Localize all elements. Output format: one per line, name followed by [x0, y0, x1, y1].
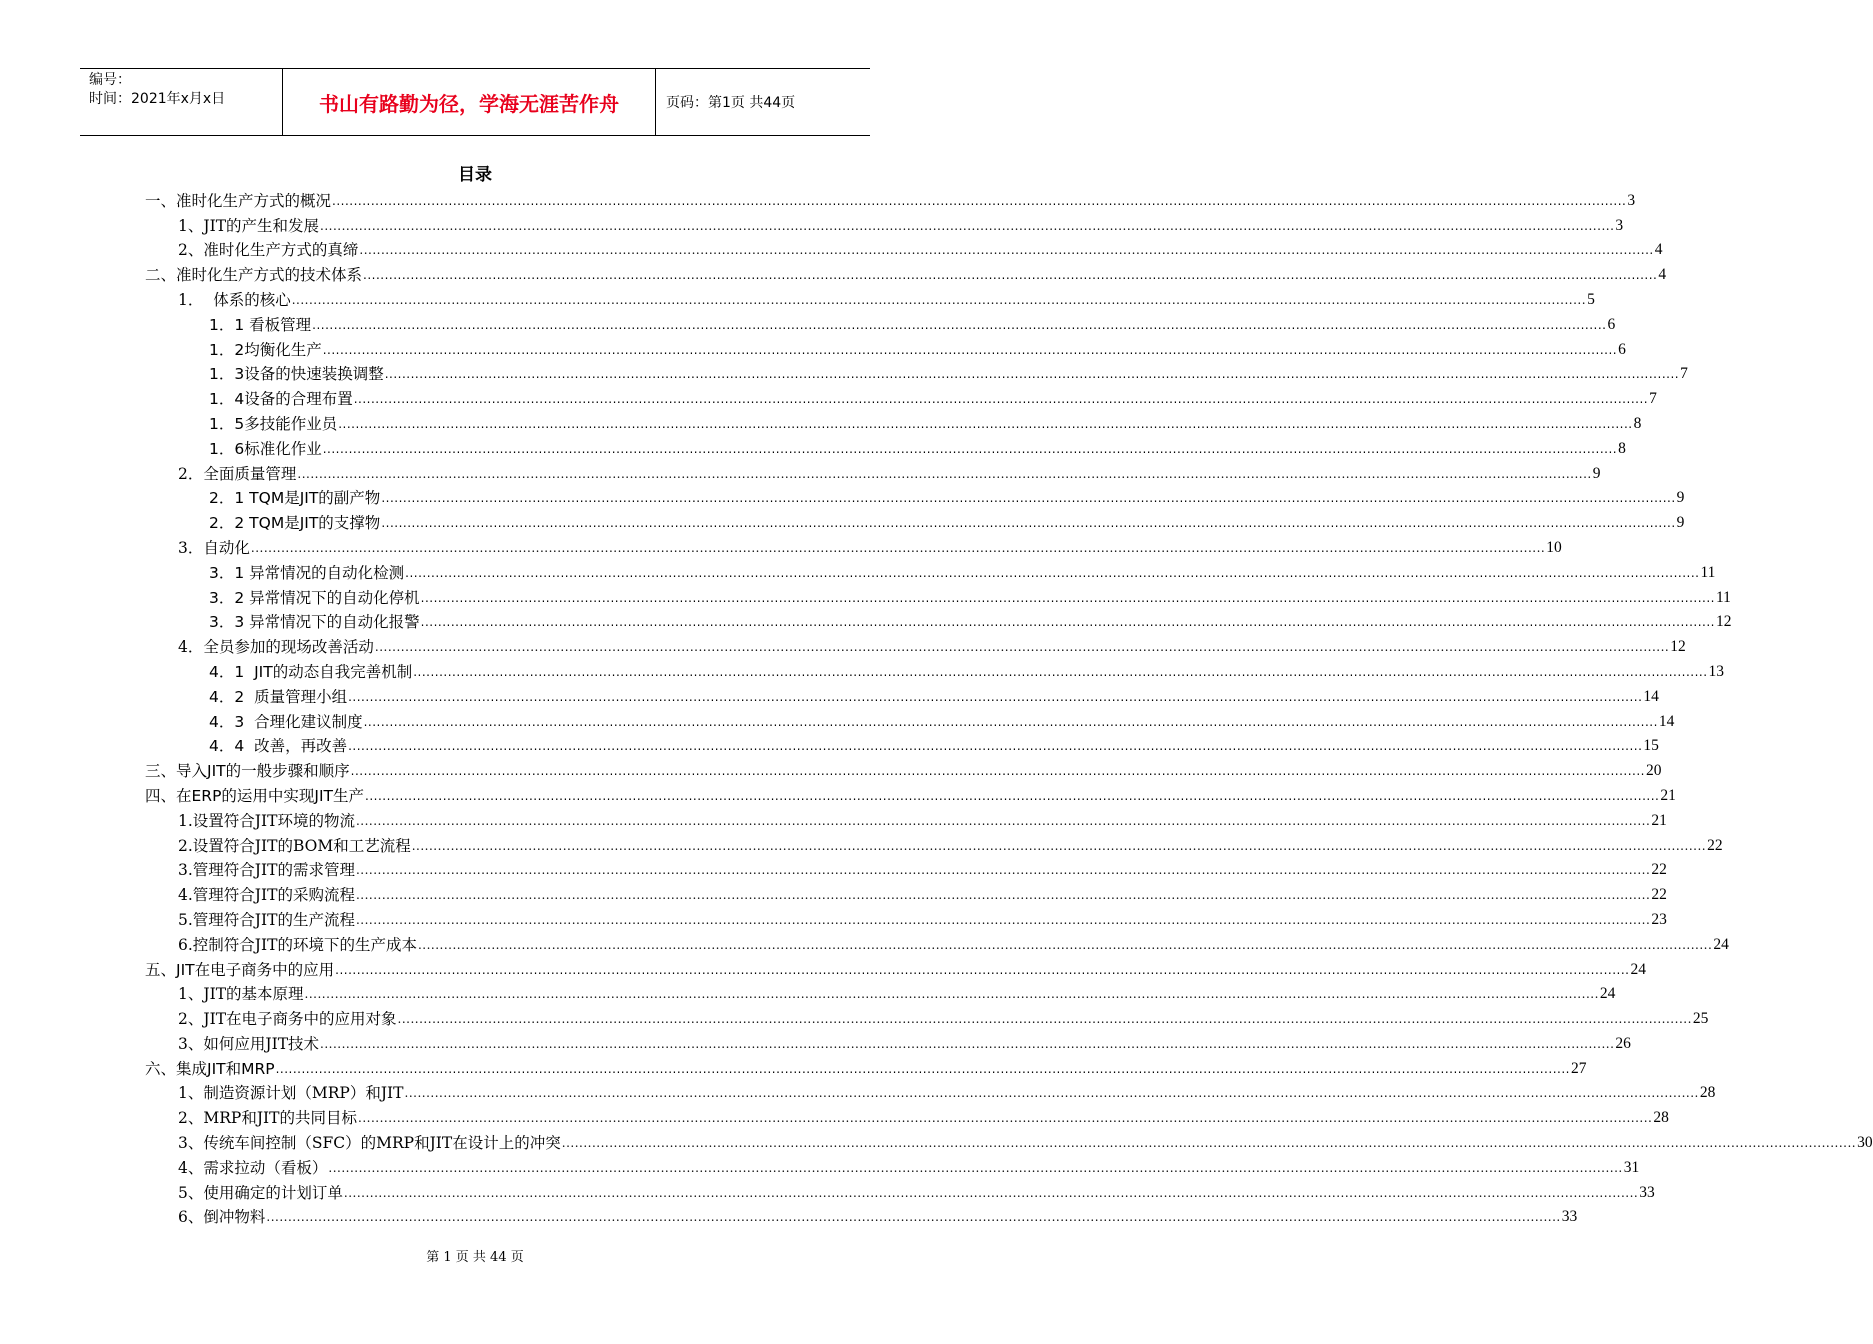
toc-entry-label: 1、制造资源计划（MRP）和JIT: [178, 1084, 404, 1103]
toc-leader-dots: ............................................................................................................................................................................................................................................................................................................: [561, 1136, 1857, 1151]
toc-entry-page: 4: [1654, 241, 1663, 259]
toc-entry[interactable]: [145, 508, 1685, 533]
toc-entry-page: 20: [1645, 762, 1662, 780]
header-meta: [80, 69, 283, 135]
header-page-info: 页码：第1页 共44页: [666, 95, 796, 111]
toc-entry[interactable]: [145, 1203, 1578, 1228]
toc-entry-label: 2、MRP和JIT的共同目标: [178, 1109, 358, 1128]
toc-entry-page: 21: [1660, 786, 1676, 804]
toc-entry-page: 13: [1708, 662, 1725, 680]
toc-entry-label: 1、JIT的产生和发展: [178, 216, 320, 235]
toc-leader-dots: ............................................................................................................................................................................................................................................................................................................: [420, 590, 1715, 605]
toc-entry-label: 3．3 异常情况下的自动化报警: [209, 613, 420, 632]
toc-entry[interactable]: [145, 409, 1642, 434]
toc-entry[interactable]: [145, 1178, 1655, 1203]
toc-leader-dots: ............................................................................................................................................................................................................................................................................................................: [355, 888, 1651, 903]
toc-entry[interactable]: [145, 1153, 1640, 1178]
toc-entry-label: 1.设置符合JIT环境的物流: [178, 811, 355, 830]
toc-entry-label: 5、使用确定的计划订单: [178, 1183, 343, 1202]
toc-leader-dots: ............................................................................................................................................................................................................................................................................................................: [405, 565, 1700, 580]
toc-leader-dots: ............................................................................................................................................................................................................................................................................................................: [320, 1036, 1615, 1051]
toc-entry[interactable]: [145, 632, 1686, 657]
toc-entry[interactable]: [145, 1103, 1669, 1128]
toc-entry-page: 3: [1615, 216, 1624, 234]
toc-leader-dots: ............................................................................................................................................................................................................................................................................................................: [363, 714, 1658, 729]
toc-leader-dots: ............................................................................................................................................................................................................................................................................................................: [353, 392, 1649, 407]
toc-entry[interactable]: [145, 806, 1667, 831]
toc-entry-page: 4: [1658, 266, 1667, 284]
toc-leader-dots: ............................................................................................................................................................................................................................................................................................................: [355, 912, 1651, 927]
toc-entry-label: 一、准时化生产方式的概况: [145, 191, 332, 210]
toc-entry-page: 21: [1651, 811, 1667, 829]
toc-entry-page: 25: [1692, 1010, 1709, 1028]
toc-entry-label: 1、JIT的基本原理: [178, 985, 304, 1004]
toc-entry-page: 6: [1607, 315, 1616, 333]
toc-entry-page: 28: [1699, 1084, 1716, 1102]
toc-entry[interactable]: [145, 1004, 1709, 1029]
toc-entry[interactable]: [145, 781, 1676, 806]
toc-entry[interactable]: [145, 533, 1562, 558]
toc-entry[interactable]: [145, 236, 1663, 261]
toc-entry[interactable]: [145, 211, 1624, 236]
toc-leader-dots: ............................................................................................................................................................................................................................................................................................................: [397, 1012, 1692, 1027]
toc-entry-label: 3.管理符合JIT的需求管理: [178, 861, 355, 880]
toc-entry[interactable]: [145, 955, 1646, 980]
toc-entry[interactable]: [145, 310, 1616, 335]
toc-entry-page: 7: [1680, 365, 1688, 383]
toc-entry-page: 3: [1627, 191, 1636, 209]
toc-leader-dots: ............................................................................................................................................................................................................................................................................................................: [404, 1086, 1699, 1101]
toc-entry[interactable]: [145, 831, 1723, 856]
toc-leader-dots: ............................................................................................................................................................................................................................................................................................................: [312, 317, 1607, 332]
toc-leader-dots: ............................................................................................................................................................................................................................................................................................................: [355, 863, 1651, 878]
toc-entry-label: 4．1 JIT的动态自我完善机制: [209, 662, 413, 681]
toc-leader-dots: ............................................................................................................................................................................................................................................................................................................: [275, 1061, 1570, 1076]
toc-entry[interactable]: [145, 905, 1667, 930]
toc-entry[interactable]: [145, 930, 1729, 955]
toc-entry-label: 3．1 异常情况的自动化检测: [209, 563, 405, 582]
toc-entry[interactable]: [145, 434, 1626, 459]
toc-leader-dots: ............................................................................................................................................................................................................................................................................................................: [291, 292, 1587, 307]
toc-entry[interactable]: [145, 608, 1732, 633]
toc-entry[interactable]: [145, 756, 1662, 781]
toc-entry-page: 14: [1658, 712, 1675, 730]
toc-entry-page: 6: [1618, 340, 1626, 358]
toc-entry-label: 4．全员参加的现场改善活动: [178, 638, 374, 657]
toc-leader-dots: ............................................................................................................................................................................................................................................................................................................: [332, 193, 1627, 208]
toc-leader-dots: ............................................................................................................................................................................................................................................................................................................: [348, 739, 1643, 754]
toc-entry[interactable]: [145, 459, 1601, 484]
toc-entry[interactable]: [145, 583, 1731, 608]
toc-entry[interactable]: [145, 707, 1675, 732]
toc-leader-dots: ............................................................................................................................................................................................................................................................................................................: [304, 987, 1599, 1002]
toc-entry-label: 三、导入JIT的一般步骤和顺序: [145, 762, 350, 781]
toc-entry[interactable]: [145, 384, 1657, 409]
toc-leader-dots: ............................................................................................................................................................................................................................................................................................................: [363, 268, 1658, 283]
toc-entry-page: 23: [1651, 910, 1667, 928]
toc-entry-label: 六、集成JIT和MRP: [145, 1059, 275, 1078]
toc-entry-label: 1．2均衡化生产: [209, 340, 322, 359]
toc-entry-label: 1． 体系的核心: [178, 290, 291, 309]
toc-entry-page: 11: [1716, 588, 1731, 606]
toc-entry-page: 27: [1570, 1059, 1587, 1077]
toc-entry[interactable]: [145, 558, 1716, 583]
toc-entry-label: 二、准时化生产方式的技术体系: [145, 266, 363, 285]
toc-leader-dots: ............................................................................................................................................................................................................................................................................................................: [322, 342, 1618, 357]
toc-leader-dots: ............................................................................................................................................................................................................................................................................................................: [322, 441, 1618, 456]
toc-entry[interactable]: [145, 880, 1667, 905]
toc-entry-label: 3．自动化: [178, 538, 250, 557]
toc-entry[interactable]: [145, 186, 1636, 211]
toc-entry[interactable]: [145, 657, 1725, 682]
toc-entry-page: 12: [1670, 638, 1686, 656]
toc-leader-dots: ............................................................................................................................................................................................................................................................................................................: [384, 367, 1680, 382]
toc-entry-page: 22: [1707, 836, 1723, 854]
toc-entry-page: 33: [1561, 1208, 1578, 1226]
toc-entry[interactable]: [145, 335, 1626, 360]
toc-entry-page: 11: [1700, 563, 1716, 581]
toc-leader-dots: ............................................................................................................................................................................................................................................................................................................: [250, 540, 1546, 555]
toc-entry-label: 5.管理符合JIT的生产流程: [178, 910, 355, 929]
toc-leader-dots: ............................................................................................................................................................................................................................................................................................................: [381, 516, 1676, 531]
toc-leader-dots: ............................................................................................................................................................................................................................................................................................................: [328, 1160, 1623, 1175]
toc-entry-page: 9: [1592, 464, 1601, 482]
toc-entry[interactable]: [145, 1029, 1631, 1054]
toc-entry-label: 2．1 TQM是JIT的副产物: [209, 489, 381, 508]
toc-entry[interactable]: [145, 1128, 1873, 1153]
toc-entry-label: 五、JIT在电子商务中的应用: [145, 960, 335, 979]
toc-entry-page: 33: [1639, 1183, 1655, 1201]
toc-entry-page: 28: [1653, 1109, 1669, 1127]
toc-leader-dots: ............................................................................................................................................................................................................................................................................................................: [348, 689, 1643, 704]
toc-entry-label: 2．2 TQM是JIT的支撑物: [209, 514, 381, 533]
toc-entry-label: 4.管理符合JIT的采购流程: [178, 886, 355, 905]
toc-leader-dots: ............................................................................................................................................................................................................................................................................................................: [350, 764, 1645, 779]
toc-leader-dots: ............................................................................................................................................................................................................................................................................................................: [411, 838, 1707, 853]
toc-leader-dots: ............................................................................................................................................................................................................................................................................................................: [338, 416, 1633, 431]
toc-entry-page: 7: [1649, 390, 1657, 408]
toc-title: 目录: [458, 165, 492, 185]
toc-entry-page: 31: [1623, 1158, 1640, 1176]
toc-entry-page: 26: [1615, 1034, 1631, 1052]
toc-entry-page: 14: [1643, 687, 1659, 705]
toc-entry-page: 9: [1676, 514, 1685, 532]
toc-entry-label: 3、传统车间控制（SFC）的MRP和JIT在设计上的冲突: [178, 1134, 561, 1153]
toc-entry-page: 22: [1651, 861, 1667, 879]
toc-entry[interactable]: [145, 285, 1595, 310]
toc-entry-label: 2、准时化生产方式的真缔: [178, 241, 359, 260]
toc-leader-dots: ............................................................................................................................................................................................................................................................................................................: [358, 1111, 1653, 1126]
toc-entry[interactable]: [145, 856, 1667, 881]
toc-leader-dots: ............................................................................................................................................................................................................................................................................................................: [381, 491, 1676, 506]
toc-entry-label: 四、在ERP的运用中实现JIT生产: [145, 786, 365, 805]
document-number-label: 编号：: [89, 72, 131, 88]
toc-leader-dots: ............................................................................................................................................................................................................................................................................................................: [335, 962, 1630, 977]
header-motto: 书山有路勤为径，学海无涯苦作舟: [283, 69, 656, 135]
toc-entry[interactable]: [145, 980, 1616, 1005]
toc-entry[interactable]: [145, 484, 1685, 509]
toc-leader-dots: ............................................................................................................................................................................................................................................................................................................: [343, 1185, 1639, 1200]
toc-entry-page: 9: [1676, 489, 1685, 507]
table-of-contents: [145, 186, 1873, 1227]
toc-leader-dots: ............................................................................................................................................................................................................................................................................................................: [374, 640, 1670, 655]
document-date: 时间：2021年x月x日: [89, 91, 226, 107]
toc-entry-label: 4、需求拉动（看板）: [178, 1158, 328, 1177]
toc-entry-label: 4．3 合理化建议制度: [209, 712, 363, 731]
toc-entry-page: 24: [1630, 960, 1646, 978]
toc-entry[interactable]: [145, 732, 1659, 757]
toc-entry[interactable]: [145, 1079, 1716, 1104]
toc-leader-dots: ............................................................................................................................................................................................................................................................................................................: [417, 937, 1713, 952]
toc-entry-page: 15: [1643, 737, 1659, 755]
toc-leader-dots: ............................................................................................................................................................................................................................................................................................................: [359, 243, 1654, 258]
toc-entry-page: 5: [1587, 290, 1595, 308]
toc-entry-label: 4．4 改善，再改善: [209, 737, 348, 756]
toc-entry-label: 6、倒冲物料: [178, 1208, 266, 1227]
toc-entry-label: 3、如何应用JIT技术: [178, 1034, 320, 1053]
toc-leader-dots: ............................................................................................................................................................................................................................................................................................................: [355, 813, 1651, 828]
toc-entry-page: 8: [1633, 414, 1642, 432]
toc-entry-page: 30: [1857, 1134, 1873, 1152]
toc-leader-dots: ............................................................................................................................................................................................................................................................................................................: [320, 218, 1615, 233]
toc-entry-page: 24: [1713, 935, 1729, 953]
toc-entry-label: 2、JIT在电子商务中的应用对象: [178, 1010, 397, 1029]
toc-leader-dots: ............................................................................................................................................................................................................................................................................................................: [266, 1210, 1561, 1225]
toc-entry-label: 1．3设备的快速装换调整: [209, 365, 384, 384]
toc-entry[interactable]: [145, 1054, 1587, 1079]
toc-entry-label: 1．1 看板管理: [209, 315, 312, 334]
toc-entry-label: 6.控制符合JIT的环境下的生产成本: [178, 935, 417, 954]
toc-entry[interactable]: [145, 360, 1688, 385]
toc-entry-page: 22: [1651, 886, 1667, 904]
toc-entry[interactable]: [145, 260, 1667, 285]
toc-entry-page: 12: [1716, 613, 1732, 631]
document-header: [80, 68, 870, 136]
toc-entry[interactable]: [145, 682, 1659, 707]
toc-entry-page: 10: [1546, 538, 1562, 556]
toc-leader-dots: ............................................................................................................................................................................................................................................................................................................: [297, 466, 1592, 481]
toc-entry-label: 1．6标准化作业: [209, 439, 322, 458]
toc-leader-dots: ............................................................................................................................................................................................................................................................................................................: [365, 788, 1660, 803]
toc-entry-label: 1．5多技能作业员: [209, 414, 338, 433]
toc-entry-page: 24: [1599, 985, 1616, 1003]
toc-entry-label: 2．全面质量管理: [178, 464, 297, 483]
toc-entry-label: 2.设置符合JIT的BOM和工艺流程: [178, 836, 411, 855]
page-footer: 第 1 页 共 44 页: [426, 1250, 524, 1265]
toc-entry-label: 3．2 异常情况下的自动化停机: [209, 588, 420, 607]
toc-leader-dots: ............................................................................................................................................................................................................................................................................................................: [413, 664, 1708, 679]
toc-entry-page: 8: [1618, 439, 1626, 457]
toc-leader-dots: ............................................................................................................................................................................................................................................................................................................: [420, 615, 1715, 630]
toc-entry-label: 1．4设备的合理布置: [209, 390, 353, 409]
toc-entry-label: 4．2 质量管理小组: [209, 687, 348, 706]
